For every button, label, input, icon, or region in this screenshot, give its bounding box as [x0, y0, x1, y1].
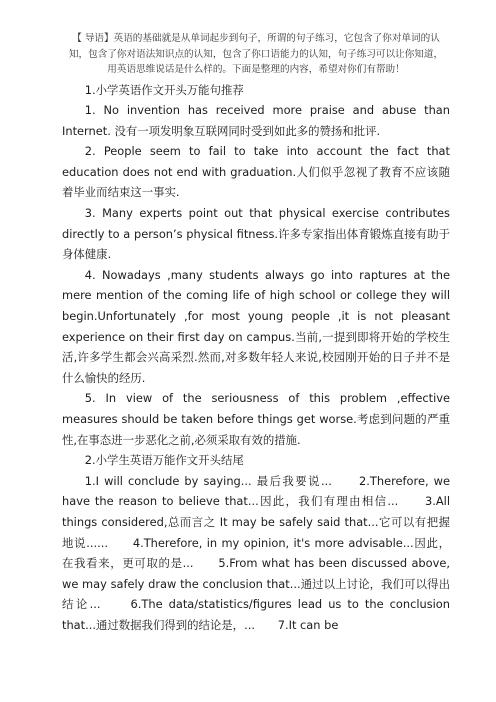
- sentence-item-4: 4. Nowadays ,many students always go into raptures at the mere mention of the coming life of high school or college they will begin.Unfortunately ,for most young people ,it is not pleasant experience on their first day on campus.当前,一提到即将开始的学校生活,许多学生都会兴高采烈.然而,对多数年轻人来说,校园刚开始的日子并不是什么愉快的经历.: [62, 267, 450, 385]
- sentence-item-2: 2. People seem to fail to take into account the fact that education does not end with graduation.人们似乎忽视了教育不应该随着毕业而结束这一事实.: [62, 144, 450, 200]
- section-heading-2: 2.小学生英语万能作文开头结尾: [84, 453, 244, 468]
- sentence-item-1: 1. No invention has received more praise and abuse than Internet. 没有一项发明象互联网同时受到如此多的赞扬和批评.: [62, 103, 450, 138]
- intro-paragraph: 【 导语】英语的基础就是从单词起步到句子，所谓的句子练习，它包含了你对单词的认知，包含了你对语法知识点的认知，包含了你口语能力的认知，句子练习可以让你知道，用英语思维说话是什么样的。下面是整理的内容，希望对你们有帮助！: [68, 33, 444, 75]
- section-heading-1: 1.小学英语作文开头万能句推荐: [84, 82, 244, 97]
- sentence-item-3: 3. Many experts point out that physical exercise contributes directly to a person’s physical fitness.许多专家指出体育锻炼直接有助于身体健康.: [62, 206, 450, 262]
- document-page: [62, 31, 450, 636]
- document-body: [62, 80, 450, 636]
- conclusion-phrases: 1.I will conclude by saying... 最后我要说... 2.Therefore, we have the reason to believe that...因此，我们有理由相信... 3.All things considered,总而言之 It may be safely said that...它可以有把握地说...... 4.Therefore, in my opinion, it's more advisable...因此，在我看来，更可取的是... 5.From what has been discussed above, we may safely draw the conclusion that...通过以上讨论，我们可以得出结论... 6.The data/statistics/figures lead us to the conclusion that...通过数据我们得到的结论是，... 7.It can be: [62, 473, 450, 632]
- sentence-item-5: 5. In view of the seriousness of this problem ,effective measures should be taken before things get worse.考虑到问题的严重性,在事态进一步恶化之前,必须采取有效的措施.: [62, 391, 450, 447]
